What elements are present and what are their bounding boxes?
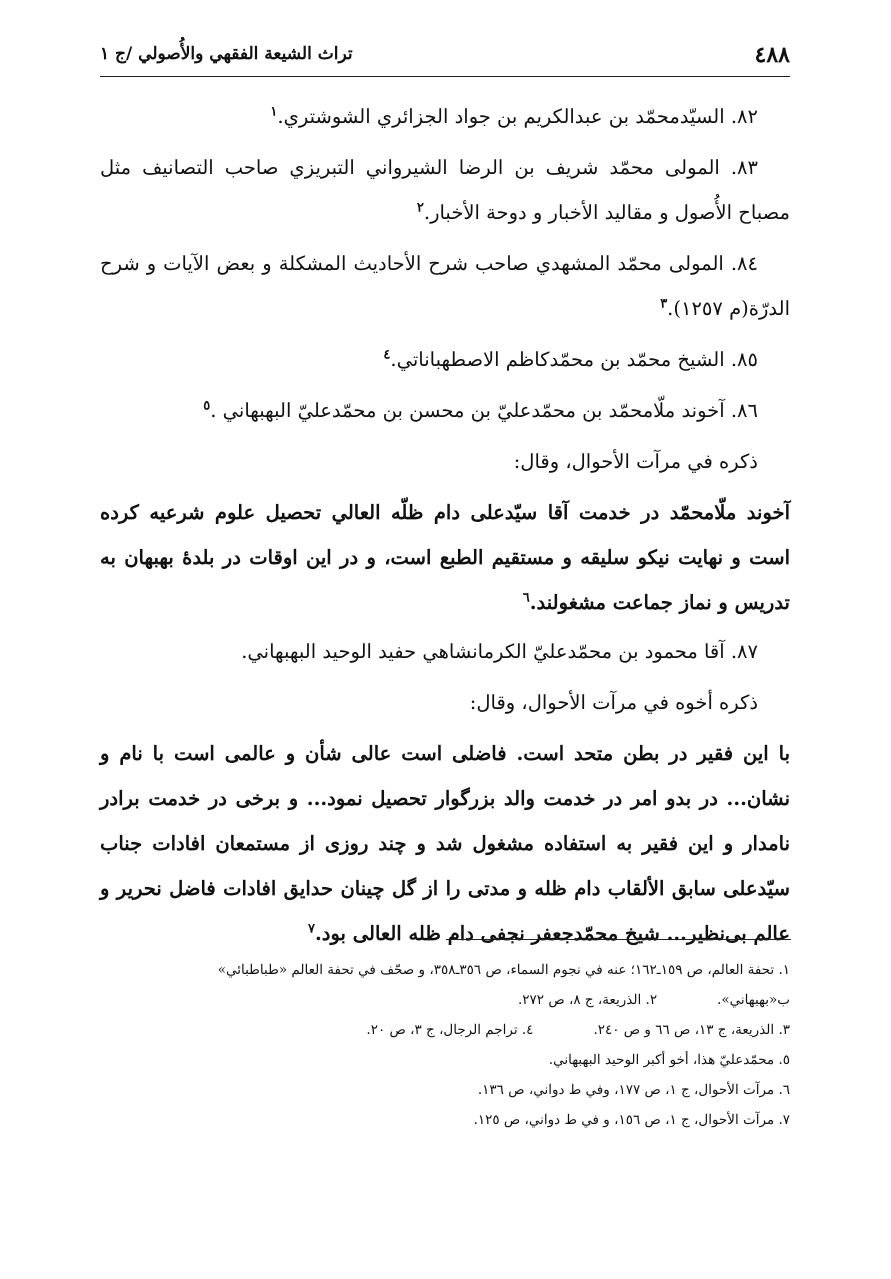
footnote-row-1: [100, 985, 790, 1015]
running-title: تراث الشيعة الفقهي والأُصولي /ج ١: [100, 44, 353, 64]
entry-87: ٨٧. آقا محمود بن محمّدعليّ الكرمانشاهي حفيد الوحيد البهبهاني.: [241, 640, 758, 663]
page-header: [100, 38, 790, 77]
footnote-ref: ٦: [522, 590, 530, 606]
quote-86: آخوند ملّامحمّد در خدمت آقا سيّدعلى دام ظلّه العالي تحصيل علوم شرعيه كرده است و نهايت نيكو سليقه و مستقيم الطبع است، و در اين اوقات در بلدهٔ بهبهان به تدريس و نماز جماعت مشغولند.$^٦$: [100, 501, 790, 614]
entry-85: ٨٥. الشيخ محمّد بن محمّدكاظم الاصطهباناتي.$^٤$: [383, 347, 758, 371]
intro-86: ذكره في مرآت الأحوال، وقال:: [513, 450, 758, 473]
intro-87: ذكره أخوه في مرآت الأحوال، وقال:: [469, 691, 758, 714]
footnote-6: ٦. مرآت الأحوال، ج ١، ص ١٧٧، وفي ط دواني، ص ١٣٦.: [477, 1082, 790, 1098]
main-text: [100, 94, 790, 960]
footnote-ref: ٣: [660, 296, 668, 312]
footnote-ref: ٥: [203, 398, 211, 414]
footnote-row-2: [100, 1015, 790, 1045]
footnote-3: ٣. الذريعة، ج ١٣، ص ٦٦ و ص ٢٤٠.: [593, 1022, 790, 1038]
footnote-5: ٥. محمّدعليّ هذا، أخو أكبر الوحيد البهبهاني.: [548, 1052, 790, 1068]
entry-84: ٨٤. المولى محمّد المشهدي صاحب شرح الأحاديث المشكلة و بعض الآيات و شرح الدرّة(م ١٢٥٧).$^٣$: [100, 252, 790, 320]
footnote-4: ٤. تراجم الرجال، ج ٣، ص ٢٠.: [366, 1022, 534, 1038]
footnote-ref: ٢: [416, 200, 424, 216]
entry-83: ٨٣. المولى محمّد شريف بن الرضا الشيرواني التبريزي صاحب التصانيف مثل مصباح الأُصول و مقاليد الأخبار و دوحة الأخبار.$^٢$: [100, 156, 790, 224]
footnote-1-continued: ب«بهبهاني».: [717, 992, 790, 1008]
footnote-divider: [446, 939, 791, 940]
footnote-ref: ١: [270, 104, 278, 120]
page-number: ٤٨٨: [754, 42, 790, 68]
footnote-ref: ٤: [383, 347, 391, 363]
footnotes: [100, 955, 790, 1135]
footnote-1: ١. تحفة العالم، ص ١٥٩ـ١٦٢؛ عنه في نجوم السماء، ص ٣٥٦ـ٣٥٨، و صحّف في تحفة العالم «طباطبائي»: [217, 962, 790, 978]
footnote-7: ٧. مرآت الأحوال، ج ١، ص ١٥٦، و في ط دواني، ص ١٢٥.: [473, 1112, 790, 1128]
entry-82: ٨٢. السيّدمحمّد بن عبدالكريم بن جواد الجزائري الشوشتري.$^١$: [270, 104, 758, 128]
quote-87: با اين فقير در بطن متحد است. فاضلى است عالى شأن و عالمى است با نام و نشان... در بدو امر در خدمت والد بزرگوار تحصيل نمود... و برخى در خدمت برادر نامدار و اين فقير به استفاده مشغول شد و چند روزى از مستمعان افادات جناب سيّدعلى سابق الألقاب دام ظله و مدتى را از گل چينان حدايق افادات فاضل نحرير و عالم بى‌نظير... شيخ محمّدجعفر نجفى دام ظله العالى بود.$^٧$: [100, 742, 790, 945]
footnote-ref: ٧: [308, 921, 316, 937]
footnote-2: ٢. الذريعة، ج ٨، ص ٢٧٢.: [518, 992, 658, 1008]
entry-86: ٨٦. آخوند ملّامحمّد بن محمّدعليّ بن محسن بن محمّدعليّ البهبهاني .$^٥$: [203, 398, 758, 422]
